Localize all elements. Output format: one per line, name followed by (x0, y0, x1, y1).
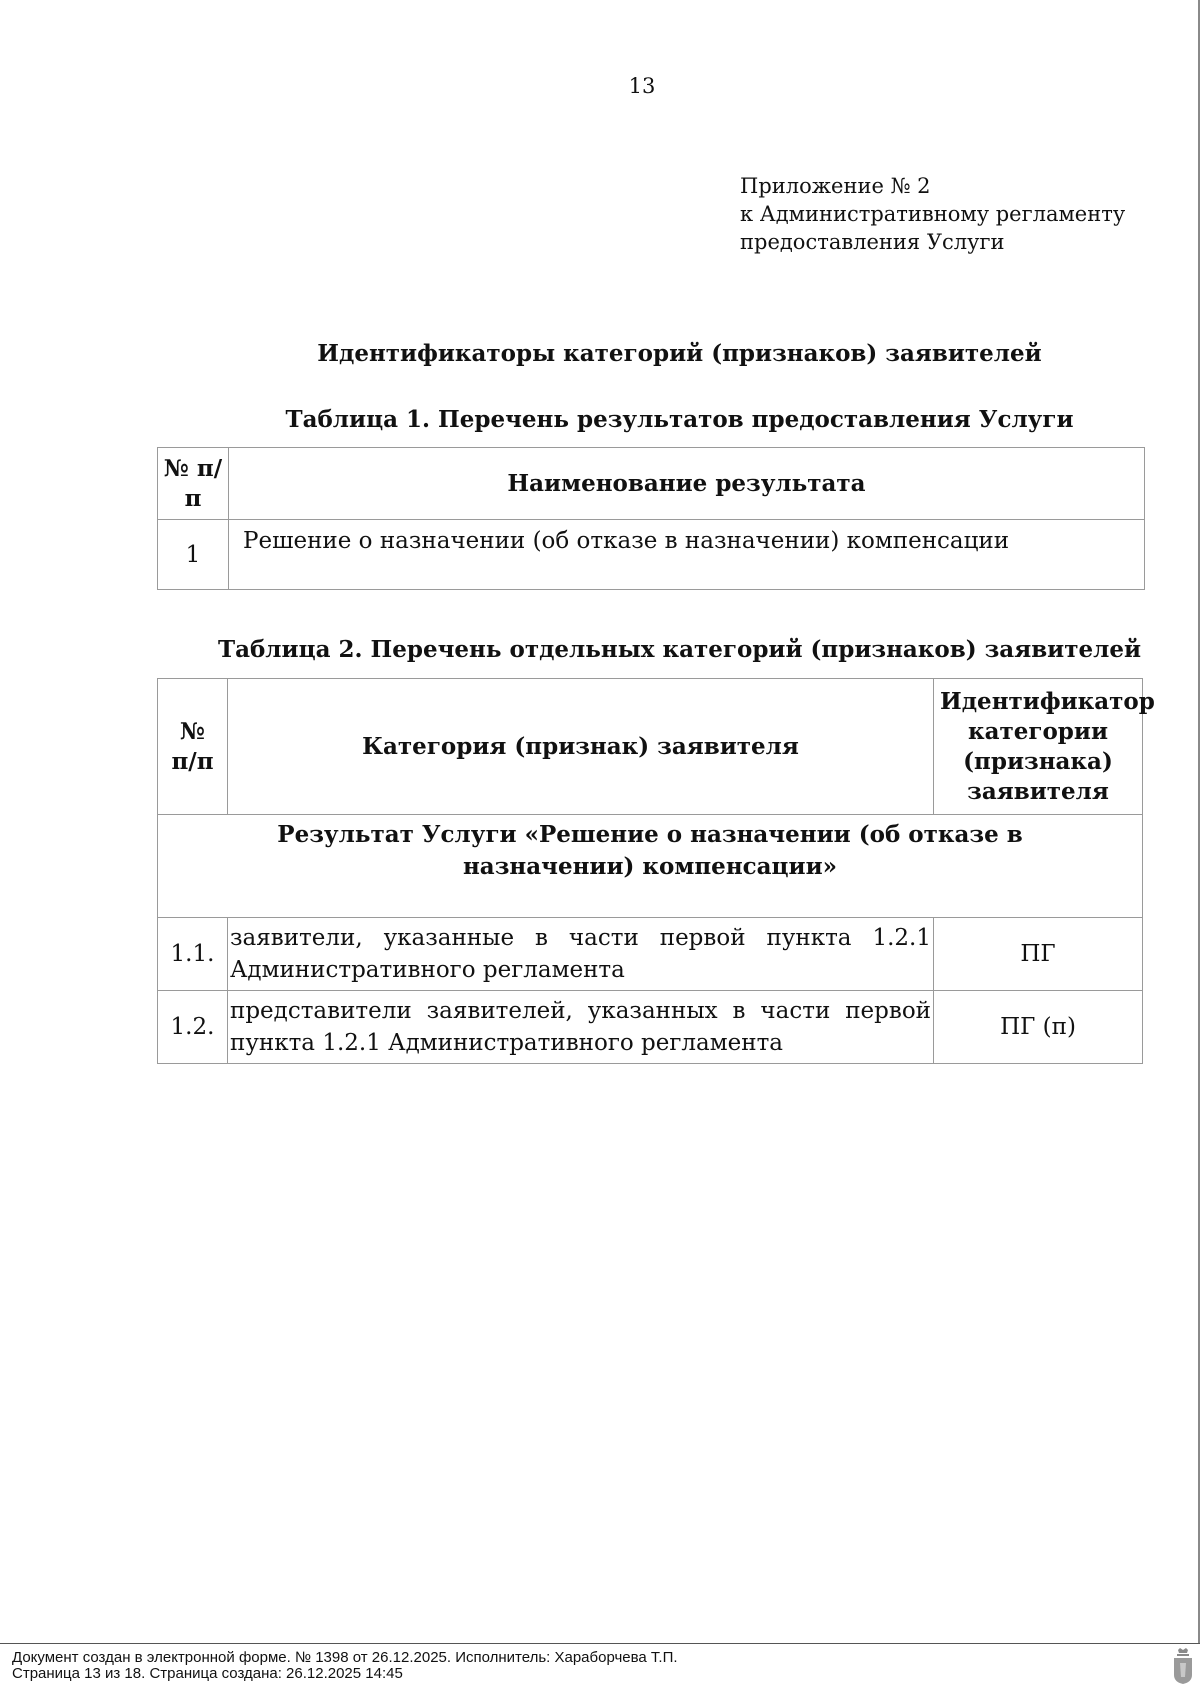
header-number: № п/п (158, 679, 228, 815)
footer-line-2: Страница 13 из 18. Страница создана: 26.12.2025 14:45 (12, 1665, 403, 1682)
row-number: 1.2. (158, 991, 228, 1064)
result-name: Решение о назначении (об отказе в назначении) компенсации (229, 520, 1145, 590)
table1-caption: Таблица 1. Перечень результатов предоставления Услуги (285, 406, 1074, 433)
header-result-name: Наименование результата (229, 448, 1145, 520)
header-number: № п/п (158, 448, 229, 520)
results-table (157, 447, 1145, 590)
row-number: 1 (158, 520, 229, 590)
categories-table (157, 678, 1155, 1064)
categories-table-header-row (158, 679, 1143, 815)
category-text: представители заявителей, указанных в части первой пункта 1.2.1 Административного регламента (228, 991, 934, 1064)
category-identifier: ПГ (п) (934, 991, 1143, 1064)
document-title: Идентификаторы категорий (признаков) заявителей (317, 340, 1042, 367)
row-number: 1.1. (158, 918, 228, 991)
table-row (158, 991, 1143, 1064)
table-row (158, 918, 1143, 991)
page-number: 13 (628, 74, 656, 98)
footer-text (12, 1650, 678, 1682)
category-text: заявители, указанные в части первой пункта 1.2.1 Административного регламента (228, 918, 934, 991)
results-table-header-row (158, 448, 1145, 520)
category-identifier: ПГ (934, 918, 1143, 991)
footer-line-1: Документ создан в электронной форме. № 1398 от 26.12.2025. Исполнитель: Хараборчева Т.П. (12, 1649, 678, 1666)
header-category: Категория (признак) заявителя (228, 679, 934, 815)
coat-of-arms-icon (1172, 1647, 1194, 1685)
appendix-line-1: Приложение № 2 (740, 174, 931, 198)
table-row (158, 520, 1145, 590)
header-identifier: Идентификатор категории (признака) заявителя (934, 679, 1143, 815)
appendix-line-3: предоставления Услуги (740, 230, 1005, 254)
group-header-row (158, 815, 1143, 918)
appendix-line-2: к Административному регламенту (740, 202, 1126, 226)
appendix-note (740, 172, 1125, 256)
result-group-header: Результат Услуги «Решение о назначении (об отказе в назначении) компенсации» (158, 815, 1143, 918)
table2-caption: Таблица 2. Перечень отдельных категорий (признаков) заявителей (217, 636, 1142, 663)
document-footer (0, 1643, 1200, 1682)
